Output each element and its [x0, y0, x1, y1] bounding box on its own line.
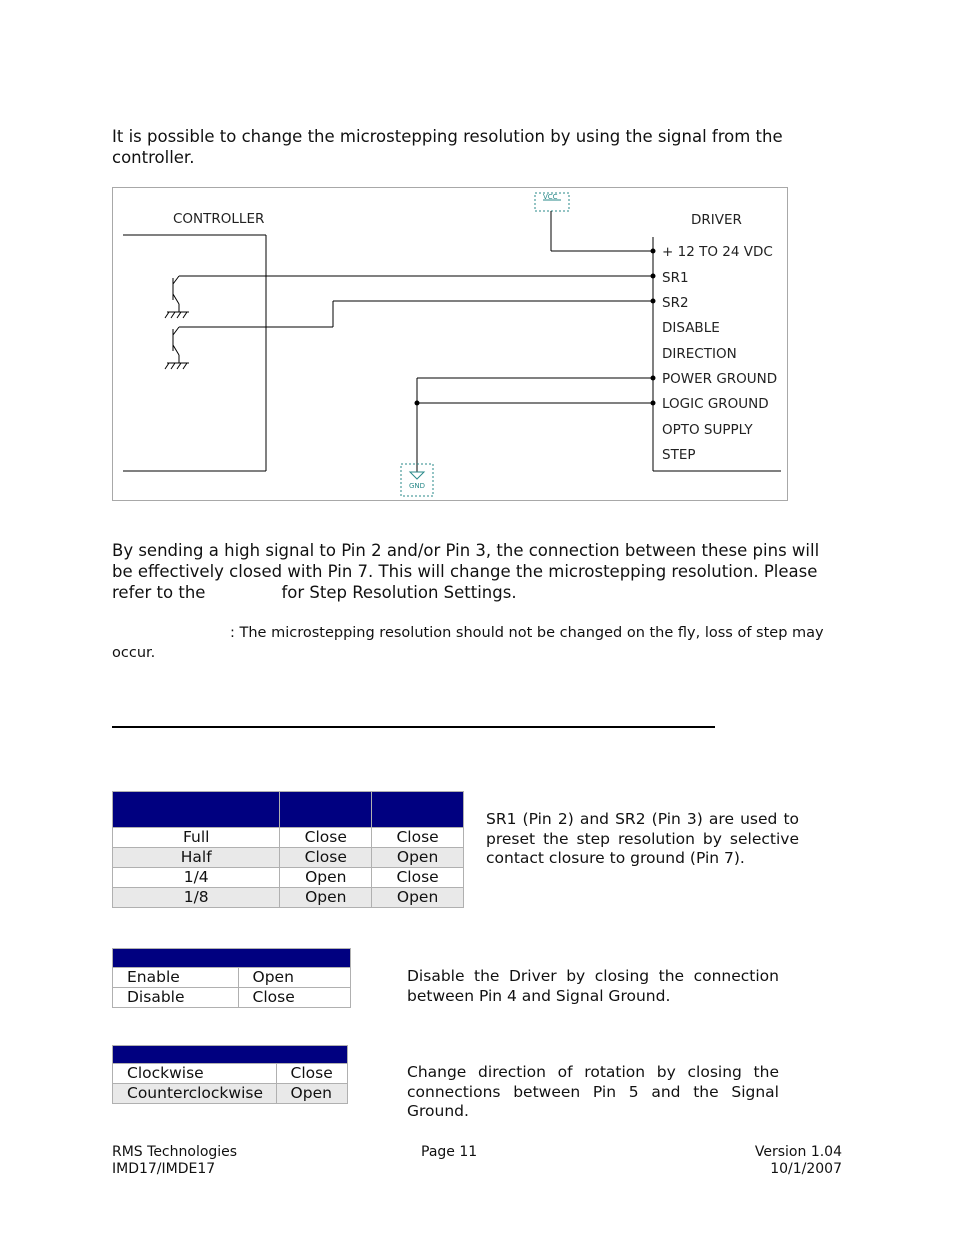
- footer-date: 10/1/2007: [770, 1161, 842, 1177]
- header-cell: [113, 1046, 348, 1064]
- driver-label: DRIVER: [691, 212, 742, 228]
- pin-label: STEP: [662, 447, 696, 463]
- pin-label: + 12 TO 24 VDC: [662, 244, 773, 260]
- footer-left: [112, 1144, 237, 1178]
- pin-label: SR1: [662, 270, 689, 286]
- table-cell: Close: [238, 988, 351, 1008]
- pin-label: DISABLE: [662, 320, 720, 336]
- table-row: [113, 828, 464, 848]
- refer-text: Please refer to the: [112, 562, 818, 602]
- table-cell: Open: [372, 848, 464, 868]
- pin-label: POWER GROUND: [662, 371, 778, 387]
- footer-company: RMS Technologies: [112, 1144, 238, 1160]
- pin-node: [651, 376, 656, 381]
- table-cell: Close: [276, 1064, 347, 1084]
- table-row: [113, 888, 464, 908]
- pin-node: [651, 274, 656, 279]
- vcc-label: VCC: [543, 193, 558, 201]
- step-resolution-table: [112, 791, 464, 908]
- controller-label: CONTROLLER: [173, 211, 265, 227]
- table-cell: Open: [280, 868, 372, 888]
- footer-model: IMD17/IMDE17: [112, 1161, 216, 1177]
- pin-label: DIRECTION: [662, 346, 737, 362]
- table-cell: 1/4: [113, 868, 280, 888]
- table-cell: Enable: [113, 968, 239, 988]
- table-cell: 1/8: [113, 888, 280, 908]
- ground-icon: [410, 472, 424, 479]
- header-cell: [372, 792, 464, 828]
- table-row: [113, 868, 464, 888]
- direction-table-description: Change direction of rotation by closing the connections between Pin 5 and the Signal Ground.: [407, 1063, 779, 1120]
- disable-table: [112, 948, 351, 1008]
- table-cell: Full: [113, 828, 280, 848]
- direction-table: [112, 1045, 348, 1104]
- wiring-diagram: [112, 187, 788, 501]
- note-paragraph: : The microstepping resolution should not be changed on the fly, loss of step may occur.: [112, 625, 824, 661]
- pin-label: SR2: [662, 295, 689, 311]
- table-cell: Half: [113, 848, 280, 868]
- table-row: [113, 968, 351, 988]
- body-text: By sending a high signal to Pin 2 and/or Pin 3, the connection between these pins will be effectively closed with Pin 7. This will change the microstepping resolution.: [112, 541, 820, 581]
- table-cell: Open: [280, 888, 372, 908]
- header-cell: [113, 949, 351, 968]
- table-cell: Counterclockwise: [113, 1084, 277, 1104]
- pin-node: [651, 299, 656, 304]
- header-cell: [280, 792, 372, 828]
- table-cell: Close: [372, 868, 464, 888]
- body-paragraph: [112, 540, 842, 603]
- table-cell: Disable: [113, 988, 239, 1008]
- table-cell: Clockwise: [113, 1064, 277, 1084]
- gnd-label: GND: [409, 482, 426, 490]
- intro-paragraph: It is possible to change the microstepping resolution by using the signal from the controller.: [112, 127, 783, 167]
- table-cell: Open: [372, 888, 464, 908]
- footer-version: Version 1.04: [754, 1144, 842, 1160]
- table-row: [113, 1084, 348, 1104]
- footer-page: Page 11: [421, 1144, 478, 1160]
- table-row: [113, 848, 464, 868]
- table-cell: Close: [280, 828, 372, 848]
- footer-right: [755, 1144, 842, 1178]
- transistor-2: [165, 327, 189, 369]
- transistor-1: [165, 276, 189, 318]
- table-cell: Close: [280, 848, 372, 868]
- table-cell: Open: [238, 968, 351, 988]
- refer-text-end: for Step Resolution Settings.: [281, 583, 517, 602]
- table-cell: Close: [372, 828, 464, 848]
- pin-label: LOGIC GROUND: [662, 396, 769, 412]
- pin-node: [651, 401, 656, 406]
- section-divider: [112, 726, 715, 728]
- pin-label: OPTO SUPPLY: [662, 422, 753, 438]
- disable-table-description: Disable the Driver by closing the connection between Pin 4 and Signal Ground.: [407, 967, 779, 1005]
- table-row: [113, 1064, 348, 1084]
- step-table-description: SR1 (Pin 2) and SR2 (Pin 3) are used to preset the step resolution by selective contact closure to ground (Pin 7).: [486, 810, 799, 867]
- pin-node: [651, 249, 656, 254]
- header-cell: [113, 792, 280, 828]
- table-cell: Open: [276, 1084, 347, 1104]
- table-row: [113, 988, 351, 1008]
